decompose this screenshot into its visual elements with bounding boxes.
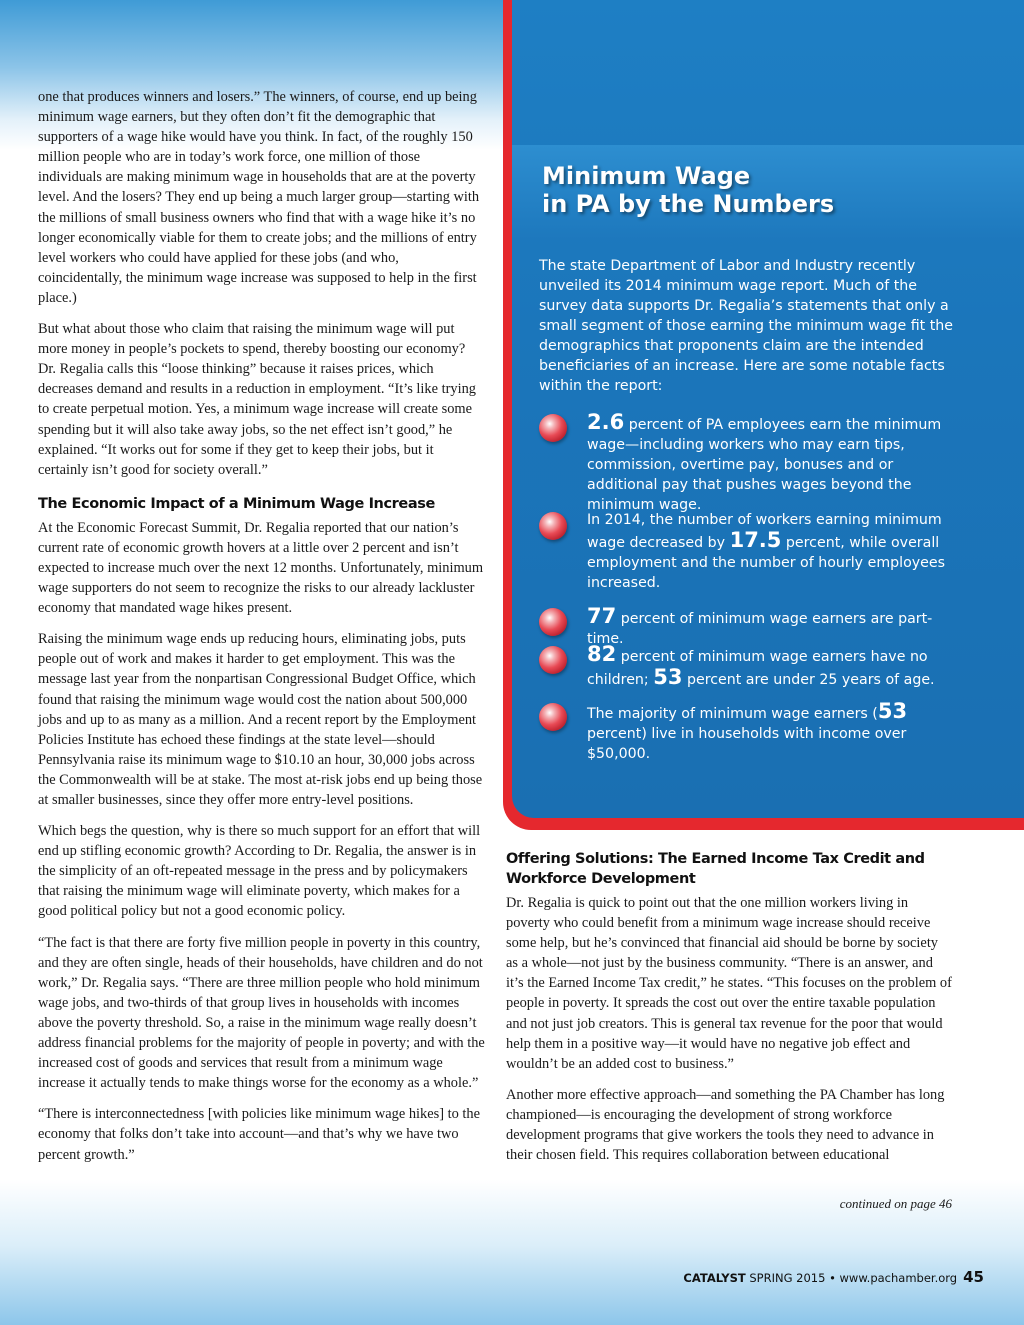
left-column bbox=[38, 87, 486, 1176]
bullet-icon bbox=[539, 414, 567, 442]
sidebar-title bbox=[542, 162, 1002, 218]
fact-body: percent) live in households with income over $50,000. bbox=[587, 726, 907, 762]
fact-number: 53 bbox=[653, 665, 683, 689]
sidebar-intro: The state Department of Labor and Industry recently unveiled its 2014 minimum wage report. Much of the survey data supports Dr. Regalia’s statements that only a small segment of those earning the minimum wage fit the demographics that proponents claim are the intended beneficiaries of an increase. Here are some notable facts within the report: bbox=[539, 258, 954, 394]
fact-number: 17.5 bbox=[729, 528, 782, 552]
fact-body: The majority of minimum wage earners ( bbox=[587, 706, 878, 722]
section-heading: Offering Solutions: The Earned Income Tax Credit and Workforce Development bbox=[506, 851, 925, 887]
paragraph: Dr. Regalia is quick to point out that the one million workers living in poverty who could benefit from a minimum wage increase should receive some help, but he’s convinced that financial aid should be borne by society as a whole—not just by the business community. “There is an answer, and it’s the Earned Income Tax credit,” he states. “This focuses on the problem of people in poverty. It spreads the cost out over the entire taxable population and not just job creators. This is general tax revenue for the poor that would help them in a positive way—it would have no negative job effect and wouldn’t be an added cost to business.” bbox=[506, 895, 952, 1072]
fact-number: 77 bbox=[587, 604, 617, 628]
fact-body: percent, while overall employment and the number of hourly employees increased. bbox=[587, 535, 946, 591]
bullet-icon bbox=[539, 512, 567, 540]
fact-text bbox=[587, 701, 967, 764]
paragraph: “There is interconnectedness [with policies like minimum wage hikes] to the economy that folks don’t take into account—and that’s why we have two percent growth.” bbox=[38, 1106, 480, 1163]
paragraph: Another more effective approach—and something the PA Chamber has long championed—is encouraging the development of strong workforce development programs that give workers the tools they need to advance in their chosen field. This requires collaboration between educational bbox=[506, 1086, 945, 1164]
fact-body: percent of PA employees earn the minimum wage—including workers who may earn tips, commission, overtime pay, bonuses and or additional pay that pushes wages beyond the minimum wage. bbox=[587, 417, 942, 513]
paragraph: Which begs the question, why is there so much support for an effort that will end up stifling economic growth? According to Dr. Regalia, the answer is in the simplicity of an oft-repeated message in the press and by policymakers that raising the minimum wage will eliminate poverty, which makes for a good political policy but not a good economic policy. bbox=[38, 823, 481, 920]
sidebar-title-line2: in PA by the Numbers bbox=[542, 190, 835, 218]
fact-number: 53 bbox=[877, 699, 908, 723]
fact-body: percent of minimum wage earners are part-time. bbox=[587, 611, 933, 647]
issue-info: SPRING 2015 • www.pachamber.org bbox=[745, 1271, 958, 1285]
fact-number: 2.6 bbox=[587, 410, 625, 434]
page-footer bbox=[620, 1268, 984, 1286]
continued-note: continued on page 46 bbox=[839, 1196, 952, 1211]
fact-body: In 2014, the number of workers earning minimum wage decreased by bbox=[587, 512, 942, 551]
fact-body: percent of minimum wage earners have no children; bbox=[587, 649, 928, 688]
fact-text bbox=[587, 412, 967, 515]
paragraph: But what about those who claim that raising the minimum wage will put more money in people’s pockets to spend, thereby boosting our economy? Dr. Regalia calls this “loose thinking” because it raises prices, which decreases demand and results in a reduction in employment. “It’s like trying to create perpetual motion. Yes, a minimum wage increase will create some spending but it will also take away jobs, so the net effect isn’t good,” he explained. “It works out for some if they get to keep their jobs, but it certainly isn’t good for society overall.” bbox=[38, 321, 476, 478]
fact-text bbox=[587, 644, 967, 690]
sidebar-panel bbox=[512, 0, 1024, 818]
bullet-icon bbox=[539, 608, 567, 636]
fact-body: percent are under 25 years of age. bbox=[682, 672, 935, 688]
fact-text bbox=[587, 606, 967, 649]
page-number: 45 bbox=[963, 1268, 984, 1286]
fact-text bbox=[587, 510, 967, 593]
sidebar-title-line1: Minimum Wage bbox=[542, 162, 751, 190]
paragraph: one that produces winners and losers.” The winners, of course, end up being minimum wage earners, but they often don’t fit the demographic that supporters of a wage hike would have you think. In fact, of the roughly 150 million people who are in today’s work force, one million of those individuals are making minimum wage in households that are at the poverty level. And the losers? They end up being a much larger group—starting with the millions of small business owners who find that with a wage hike it’s no longer economically viable for them to create jobs; and the millions of entry level workers who could have applied for these jobs (and who, coincidentally, the minimum wage increase was supposed to help in the first place.) bbox=[38, 89, 480, 306]
bullet-icon bbox=[539, 703, 567, 731]
magazine-name: CATALYST bbox=[683, 1271, 746, 1285]
paragraph: At the Economic Forecast Summit, Dr. Regalia reported that our nation’s current rate of economic growth hovers at a little over 2 percent and isn’t expected to increase much over the next 12 months. Unfortunately, minimum wage supporters do not seem to recognize the risks to our already lackluster economy that mandated wage hikes present. bbox=[38, 519, 484, 617]
paragraph: “The fact is that there are forty five million people in poverty in this country, and they are often single, heads of their households, have children and do not work,” Dr. Regalia says. “There are three million people who hold minimum wage jobs, and two-thirds of that group lives in households with incomes above the poverty threshold. So, a raise in the minimum wage really doesn’t address financial problems for the majority of people in poverty; and with the increased cost of goods and services that result from a minimum wage increase it actually tends to make things worse for the economy as a whole.” bbox=[38, 934, 485, 1092]
paragraph: Raising the minimum wage ends up reducing hours, eliminating jobs, puts people out of work and makes it harder to get employment. This was the message last year from the nonpartisan Congressional Budget Office, which found that raising the minimum wage would cost the nation about 500,000 jobs and up to as many as a million. And a recent report by the Employment Policies Institute has echoed these findings at the state level—should Pennsylvania raise its minimum wage to $10.10 an hour, 30,000 jobs across the Commonwealth will be at stake. The most at-risk jobs end up being those at smaller businesses, since they offer more entry-level positions. bbox=[38, 631, 483, 808]
fact-number: 82 bbox=[587, 642, 617, 666]
bullet-icon bbox=[539, 646, 567, 674]
section-heading: The Economic Impact of a Minimum Wage Increase bbox=[38, 495, 435, 512]
right-column bbox=[506, 849, 952, 1176]
